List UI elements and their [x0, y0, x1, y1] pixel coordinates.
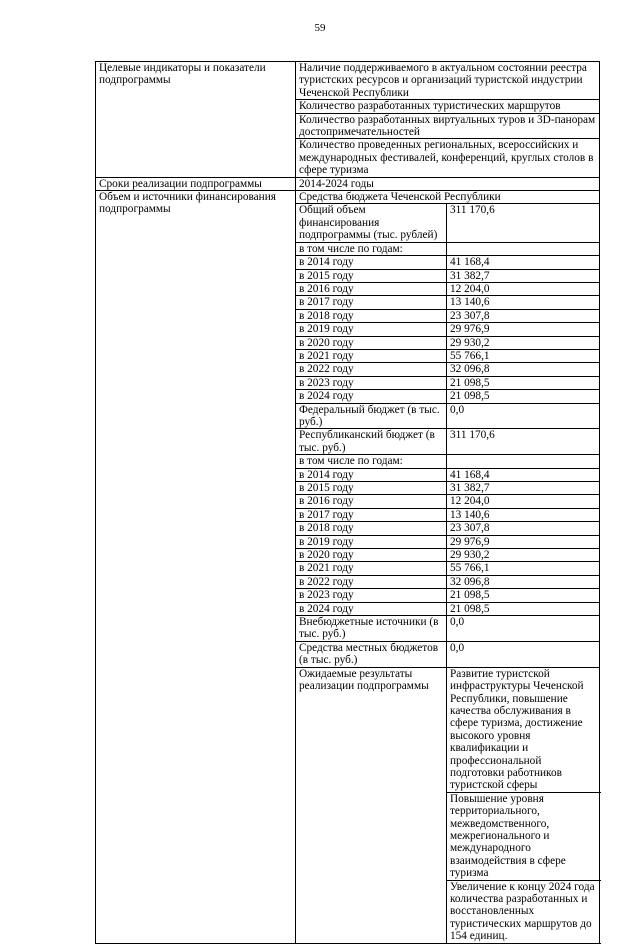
funding-total-value: 311 170,6 [447, 204, 600, 242]
funding-total-label: Общий объем финансирования подпрограммы (тыс. рублей) [296, 204, 447, 242]
year-label: в 2020 году [296, 549, 447, 562]
extrabudget-label: Внебюджетные источники (в тыс. руб.) [296, 616, 447, 642]
targets-row [96, 62, 600, 100]
republic-label: Республиканский бюджет (в тыс. руб.) [296, 429, 447, 455]
target-item: Наличие поддерживаемого в актуальном состоянии реестра туристских ресурсов и организаций туристской индустрии Чеченской Республики [296, 62, 600, 100]
terms-label: Сроки реализации подпрограммы [96, 177, 296, 190]
federal-value: 0,0 [447, 403, 600, 429]
year-label: в 2021 году [296, 562, 447, 575]
year-value: 31 382,7 [447, 482, 600, 495]
year-label: в 2017 году [296, 296, 447, 309]
year-value: 13 140,6 [447, 296, 600, 309]
year-label: в 2017 году [296, 508, 447, 521]
year-value: 12 204,0 [447, 495, 600, 508]
year-label: в 2024 году [296, 390, 447, 403]
year-label: в 2015 году [296, 482, 447, 495]
year-label: в 2024 году [296, 602, 447, 615]
year-value: 21 098,5 [447, 602, 600, 615]
year-label: в 2018 году [296, 522, 447, 535]
year-label: в 2019 году [296, 323, 447, 336]
empty-cell [447, 455, 600, 468]
year-label: в 2016 году [296, 282, 447, 295]
year-value: 29 976,9 [447, 323, 600, 336]
year-value: 12 204,0 [447, 282, 600, 295]
targets-label: Целевые индикаторы и показатели подпрограммы [96, 62, 296, 178]
year-label: в 2021 году [296, 349, 447, 362]
funding-source-row [96, 191, 600, 204]
year-value: 23 307,8 [447, 522, 600, 535]
page-number: 59 [314, 22, 326, 34]
year-value: 32 096,8 [447, 575, 600, 588]
year-label: в 2016 году [296, 495, 447, 508]
year-label: в 2015 году [296, 269, 447, 282]
local-label: Средства местных бюджетов (в тыс. руб.) [296, 641, 447, 667]
year-label: в 2022 году [296, 363, 447, 376]
terms-value: 2014-2024 годы [296, 177, 600, 190]
republic-by-years-label: в том числе по годам: [296, 455, 447, 468]
year-label: в 2023 году [296, 376, 447, 389]
subprogram-passport-table [95, 61, 600, 944]
empty-cell [447, 242, 600, 255]
year-label: в 2019 году [296, 535, 447, 548]
target-item: Количество проведенных региональных, всероссийских и международных фестивалей, конференций, круглых столов в сфере туризма [296, 139, 600, 177]
year-label: в 2023 году [296, 589, 447, 602]
funding-by-years-label: в том числе по годам: [296, 242, 447, 255]
result-item: Увеличение к концу 2024 года количества разработанных и восстановленных туристических маршрутов до 154 единиц. [447, 880, 600, 943]
year-value: 32 096,8 [447, 363, 600, 376]
year-value: 29 930,2 [447, 336, 600, 349]
year-value: 23 307,8 [447, 309, 600, 322]
year-value: 31 382,7 [447, 269, 600, 282]
year-label: в 2022 году [296, 575, 447, 588]
year-value: 21 098,5 [447, 390, 600, 403]
year-label: в 2018 году [296, 309, 447, 322]
results-label: Ожидаемые результаты реализации подпрограммы [296, 667, 447, 943]
year-value: 55 766,1 [447, 562, 600, 575]
year-label: в 2014 году [296, 256, 447, 269]
terms-row [96, 177, 600, 190]
year-value: 13 140,6 [447, 508, 600, 521]
year-label: в 2020 году [296, 336, 447, 349]
year-value: 41 168,4 [447, 256, 600, 269]
funding-label: Объем и источники финансирования подпрограммы [96, 191, 296, 944]
target-item: Количество разработанных туристических маршрутов [296, 100, 600, 113]
target-item: Количество разработанных виртуальных туров и 3D-панорам достопримечательностей [296, 113, 600, 139]
year-label: в 2014 году [296, 468, 447, 481]
republic-value: 311 170,6 [447, 429, 600, 455]
federal-label: Федеральный бюджет (в тыс. руб.) [296, 403, 447, 429]
year-value: 41 168,4 [447, 468, 600, 481]
result-item: Развитие туристской инфраструктуры Чеченской Республики, повышение качества обслуживания в сфере туризма, достижение высокого уровня квалификации и профессиональной подготовки работников туристской сферы [447, 667, 600, 792]
year-value: 29 930,2 [447, 549, 600, 562]
funding-source-header: Средства бюджета Чеченской Республики [296, 191, 600, 204]
year-value: 21 098,5 [447, 376, 600, 389]
year-value: 55 766,1 [447, 349, 600, 362]
year-value: 21 098,5 [447, 589, 600, 602]
local-value: 0,0 [447, 641, 600, 667]
year-value: 29 976,9 [447, 535, 600, 548]
extrabudget-value: 0,0 [447, 616, 600, 642]
result-item: Повышение уровня территориального, межведомственного, межрегионального и международного взаимодействия в сфере туризма [447, 792, 600, 880]
